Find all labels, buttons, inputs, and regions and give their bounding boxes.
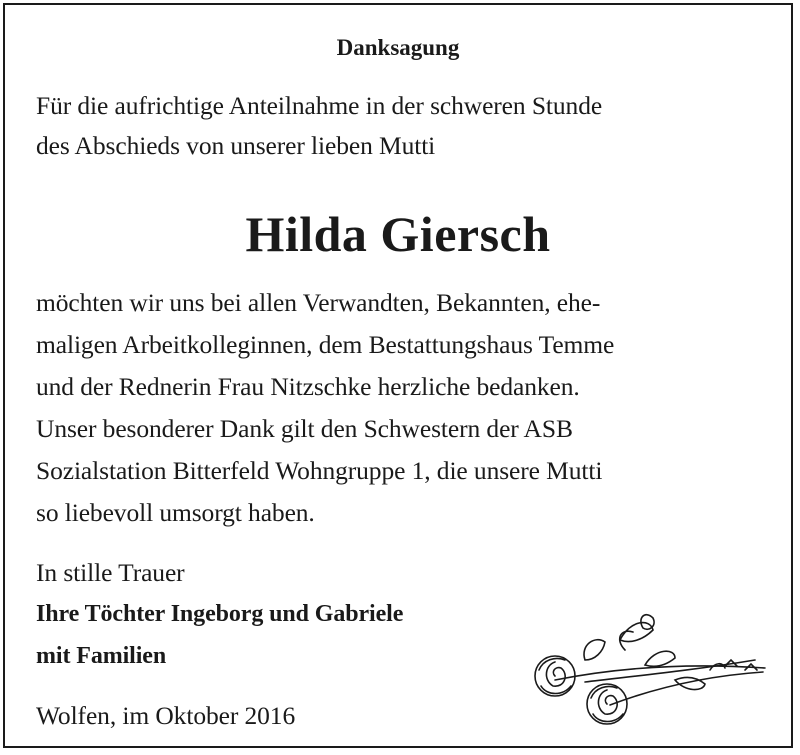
roses-illustration [525,610,775,730]
body-line-6: so liebevoll umsorgt haben. [36,498,315,527]
body-line-2: maligen Arbeitkolleginnen, dem Bestattungshaus Temme [36,330,615,359]
body-line-4: Unser besonderer Dank gilt den Schwestern der ASB [36,414,573,443]
obituary-notice [3,3,793,748]
intro-line-1: Für die aufrichtige Anteilnahme in der schweren Stunde [36,91,603,120]
deceased-name: Hilda Giersch [245,206,551,262]
signature-line-1: Ihre Töchter Ingeborg und Gabriele [36,601,404,627]
place-date: Wolfen, im Oktober 2016 [36,701,296,730]
mourning-line: In stille Trauer [36,558,185,587]
body-line-3: und der Rednerin Frau Nitzschke herzliche bedanken. [36,372,580,401]
body-line-5: Sozialstation Bitterfeld Wohngruppe 1, die unsere Mutti [36,456,603,485]
signature-line-2: mit Familien [36,643,167,669]
notice-heading: Danksagung [336,35,460,60]
body-line-1: möchten wir uns bei allen Verwandten, Bekannten, ehe- [36,288,601,317]
intro-line-2: des Abschieds von unserer lieben Mutti [36,131,436,160]
